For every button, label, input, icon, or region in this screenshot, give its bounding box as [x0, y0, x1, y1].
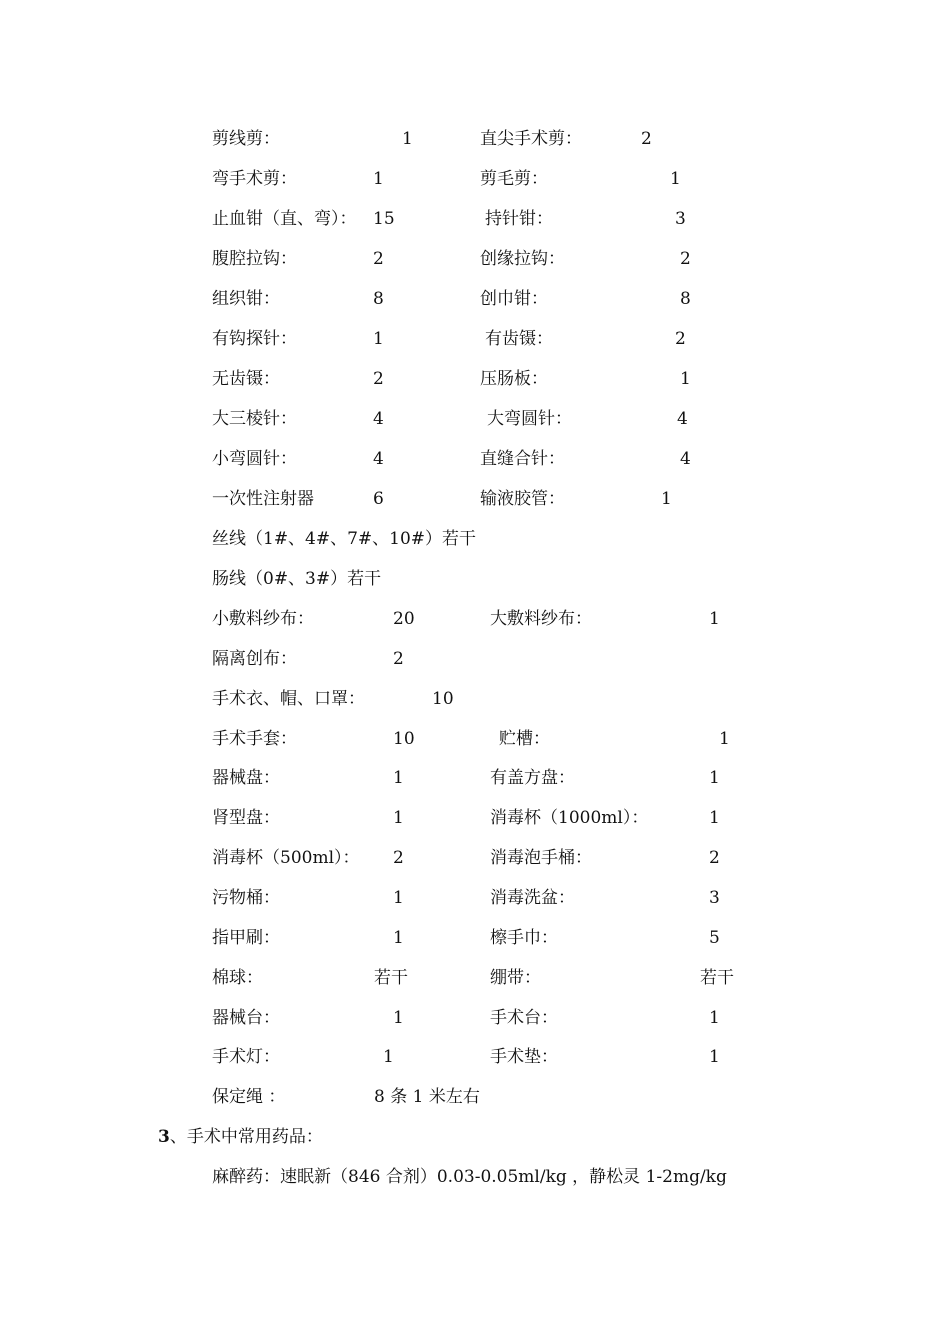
item-name: 弯手术剪： [212, 169, 297, 189]
item-qty: 3 [709, 888, 720, 908]
item-name: 有齿镊： [485, 329, 553, 349]
item-name: 创巾钳： [480, 289, 548, 309]
item-qty: 1 [709, 768, 720, 788]
item-name: 手术灯： [212, 1047, 280, 1067]
item-qty: 5 [709, 928, 720, 948]
item-name: 肾型盘： [212, 808, 280, 828]
item-name: 直缝合针： [480, 449, 565, 469]
item-name: 无齿镊： [212, 369, 280, 389]
item-name: 绷带： [490, 968, 541, 988]
item-qty: 1 [393, 808, 404, 828]
item-name: 丝线（1#、4#、7#、10#） [212, 529, 443, 549]
item-qty: 1 [373, 169, 384, 189]
item-name: 剪线剪： [212, 129, 280, 149]
item-qty: 6 [373, 489, 384, 509]
item-name: 檫手巾： [490, 928, 558, 948]
item-qty: 10 [432, 689, 454, 709]
item-name: 剪毛剪： [480, 169, 548, 189]
item-name: 一次性注射器 [212, 489, 314, 509]
item-qty: 1 [719, 729, 730, 749]
item-qty: 1 [709, 1008, 720, 1028]
item-name: 污物桶： [212, 888, 280, 908]
item-qty: 2 [641, 129, 652, 149]
item-name: 压肠板： [480, 369, 548, 389]
item-name: 组织钳： [212, 289, 280, 309]
item-qty: 4 [373, 449, 384, 469]
item-name: 直尖手术剪： [480, 129, 582, 149]
item-qty: 15 [373, 209, 395, 229]
item-name: 止血钳（直、弯）： [212, 209, 357, 229]
section-number: 3 [158, 1127, 170, 1147]
item-qty: 2 [373, 249, 384, 269]
item-qty: 1 [383, 1047, 394, 1067]
item-qty: 2 [393, 649, 404, 669]
item-name: 棉球： [212, 968, 263, 988]
item-name: 保定绳 ： [212, 1087, 286, 1107]
item-qty: 3 [675, 209, 686, 229]
item-name: 贮槽： [499, 729, 550, 749]
item-qty: 4 [373, 409, 384, 429]
item-name: 有盖方盘： [490, 768, 575, 788]
item-name: 消毒泡手桶： [490, 848, 592, 868]
item-qty: 1 [402, 129, 413, 149]
item-qty: 1 [373, 329, 384, 349]
item-qty: 20 [393, 609, 415, 629]
anesthesia-line: 麻醉药：速眠新（846 合剂）0.03-0.05ml/kg ，静松灵 1-2mg/kg [212, 1167, 727, 1187]
item-name: 器械盘： [212, 768, 280, 788]
item-name: 大敷料纱布： [490, 609, 592, 629]
item-qty: 8 [373, 289, 384, 309]
item-qty: 1 [393, 888, 404, 908]
item-qty: 1 [709, 1047, 720, 1067]
item-qty: 若干 [700, 968, 734, 988]
item-qty: 1 [670, 169, 681, 189]
item-qty: 1 [709, 609, 720, 629]
item-name: 器械台： [212, 1008, 280, 1028]
item-qty: 若干 [442, 529, 476, 549]
item-qty: 1 [709, 808, 720, 828]
item-qty: 2 [393, 848, 404, 868]
item-name: 腹腔拉钩： [212, 249, 297, 269]
item-qty: 若干 [374, 968, 408, 988]
item-qty: 2 [675, 329, 686, 349]
item-name: 手术手套： [212, 729, 297, 749]
item-qty: 2 [680, 249, 691, 269]
item-qty: 1 [393, 1008, 404, 1028]
item-name: 手术垫： [490, 1047, 558, 1067]
item-name: 肠线（0#、3#）若干 [212, 569, 382, 589]
item-name: 小弯圆针： [212, 449, 297, 469]
item-name: 消毒杯（1000ml）： [490, 808, 649, 828]
item-name: 手术台： [490, 1008, 558, 1028]
item-qty: 1 [661, 489, 672, 509]
item-name: 大三棱针： [212, 409, 297, 429]
item-name: 手术衣、帽、口罩： [212, 689, 365, 709]
item-qty: 4 [680, 449, 691, 469]
section-heading [158, 1127, 323, 1147]
item-name: 大弯圆针： [487, 409, 572, 429]
item-qty: 1 [680, 369, 691, 389]
item-qty: 1 [393, 768, 404, 788]
item-qty: 2 [373, 369, 384, 389]
item-qty: 8 [680, 289, 691, 309]
item-name: 创缘拉钩： [480, 249, 565, 269]
item-name: 隔离创布： [212, 649, 297, 669]
item-name: 小敷料纱布： [212, 609, 314, 629]
item-qty: 1 [393, 928, 404, 948]
item-name: 有钩探针： [212, 329, 297, 349]
item-qty: 2 [709, 848, 720, 868]
section-title: 、手术中常用药品： [169, 1127, 323, 1147]
item-qty: 8 条 1 米左右 [374, 1087, 480, 1107]
item-name: 消毒洗盆： [490, 888, 575, 908]
item-qty: 4 [677, 409, 688, 429]
item-qty: 10 [393, 729, 415, 749]
item-name: 消毒杯（500ml）： [212, 848, 360, 868]
item-name: 持针钳： [485, 209, 553, 229]
item-name: 输液胶管： [480, 489, 565, 509]
item-name: 指甲刷： [212, 928, 280, 948]
